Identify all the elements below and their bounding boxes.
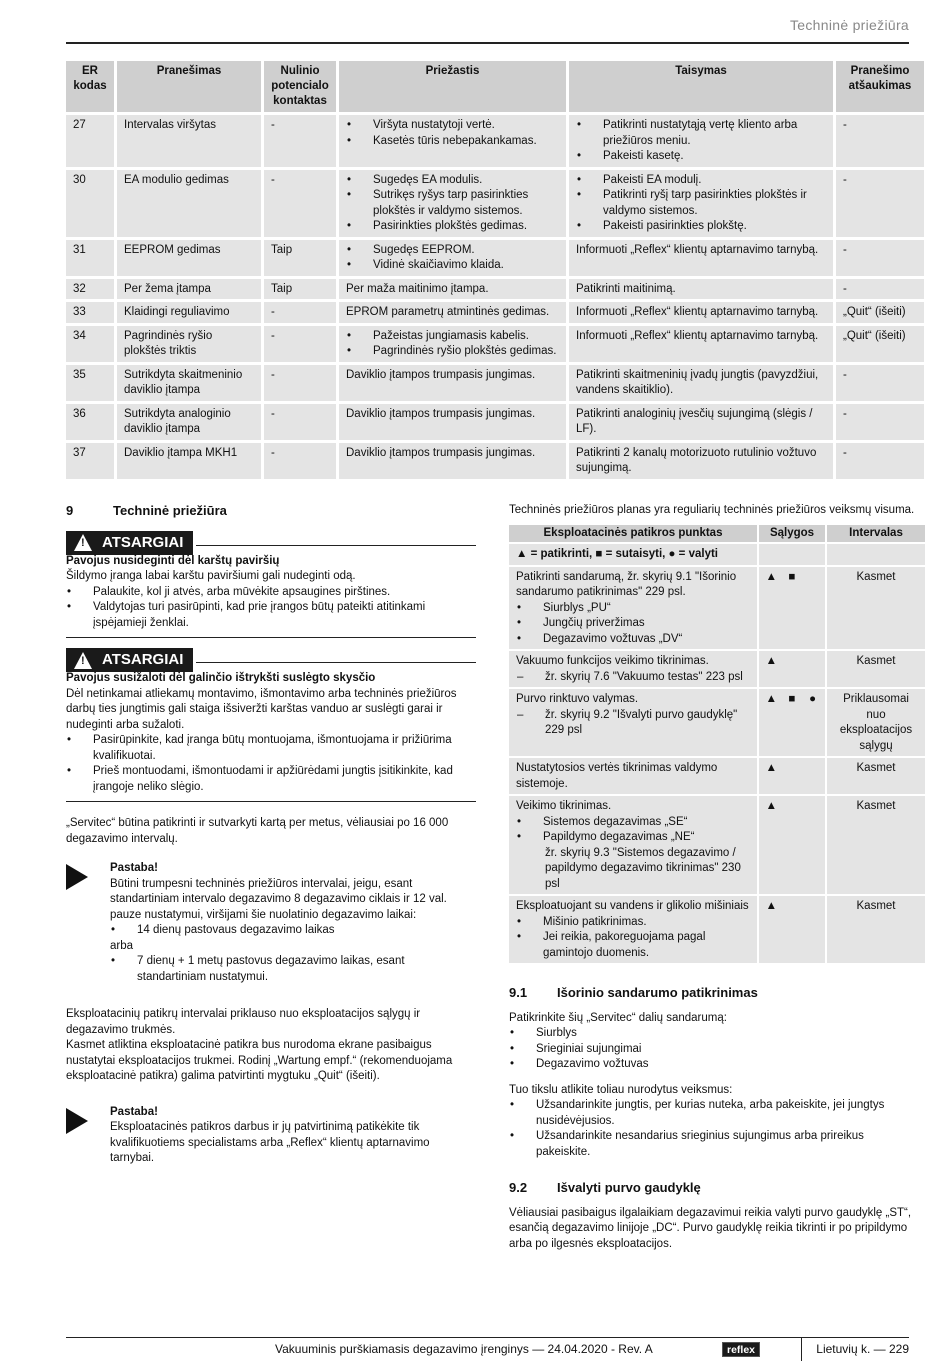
- plan-item-bullet: • Sistemos degazavimas „SE“: [516, 815, 750, 831]
- condition-mark: [783, 761, 801, 777]
- error-cause-bullet: • Sugedęs EEPROM.: [346, 243, 559, 259]
- plan-col-item: Eksploatacinės patikros punktas: [509, 525, 757, 543]
- page-footer: [66, 1342, 909, 1358]
- error-fix: Informuoti „Reflex“ klientų aptarnavimo tarnybą.: [569, 240, 833, 276]
- potential-free-contact: -: [264, 326, 336, 362]
- table-row: [66, 365, 924, 401]
- error-acknowledge: -: [836, 404, 924, 440]
- plan-item-bullet: • Jei reikia, pakoreguojama pagal gamintojo duomenis.: [516, 930, 750, 961]
- condition-mark: ▲: [765, 900, 778, 912]
- potential-free-contact: -: [264, 170, 336, 237]
- plan-intro: Techninės priežiūros planas yra reguliarių techninės priežiūros veiksmų visuma.: [509, 504, 915, 516]
- error-message: Sutrikdyta analoginio daviklio įtampa: [117, 404, 261, 440]
- warning-triangle-icon: [74, 534, 92, 551]
- plan-interval: Kasmet: [827, 896, 925, 963]
- error-cause: [339, 170, 566, 237]
- condition-mark: [804, 761, 822, 777]
- error-fix-bullet: • Pakeisti kasetę.: [576, 149, 826, 165]
- plan-item-bullet: • Degazavimo vožtuvas „DV“: [516, 632, 750, 648]
- warning-pressurized-fluid: [66, 648, 476, 802]
- error-cause: EPROM parametrų atmintinės gedimas.: [339, 302, 566, 323]
- error-cause-bullet: • Vidinė skaičiavimo klaida.: [346, 258, 559, 274]
- warning-rule: [196, 545, 476, 546]
- plan-row: [509, 689, 925, 756]
- plan-conditions: [759, 896, 825, 963]
- error-fix: Patikrinti 2 kanalų motorizuoto rutulinio vožtuvo sujungimą.: [569, 443, 833, 479]
- error-cause: [339, 115, 566, 167]
- table-row: [66, 240, 924, 276]
- paragraph: Vėliausiai pasibaigus ilgalaikiam degazavimui reikia valyti purvo gaudyklę „ST“, esančią degazavimo linijoje „DC“. Purvo gaudyklę reikia tikrinti ir po pripildymo arba po ilgesnės eksploatacijos.: [509, 1206, 912, 1250]
- plan-item-text: Nustatytosios vertės tikrinimas valdymo sistemoje.: [516, 762, 718, 790]
- section-9-heading: [66, 503, 476, 519]
- error-cause-bullet: • Kasetės tūris nebepakankamas.: [346, 134, 559, 150]
- condition-mark: ▲: [765, 762, 778, 774]
- potential-free-contact: -: [264, 302, 336, 323]
- caution-badge: [66, 648, 193, 672]
- error-fix-bullet: • Patikrinti ryšį tarp pasirinkties plokštės ir valdymo sistemos.: [576, 188, 826, 219]
- condition-mark: ■: [788, 570, 796, 583]
- error-message: Intervalas viršytas: [117, 115, 261, 167]
- error-acknowledge: „Quit“ (išeiti): [836, 302, 924, 323]
- potential-free-contact: -: [264, 404, 336, 440]
- potential-free-contact: -: [264, 443, 336, 479]
- error-fix: Informuoti „Reflex“ klientų aptarnavimo tarnybą.: [569, 302, 833, 323]
- table-row: [66, 302, 924, 323]
- plan-row: [509, 896, 925, 963]
- plan-item: [509, 689, 757, 756]
- error-code: 31: [66, 240, 114, 276]
- error-message: Sutrikdyta skaitmeninio daviklio įtampa: [117, 365, 261, 401]
- warning-bullet: • Prieš montuodami, išmontuodami ir apžiūrėdami jungtis įsitikinkite, kad įrangoje neliko slėgio.: [66, 764, 476, 795]
- plan-conditions: [759, 689, 825, 756]
- error-fix-bullet: • Patikrinti nustatytąją vertę kliento arba priežiūros meniu.: [576, 118, 826, 149]
- plan-item: [509, 651, 757, 687]
- error-message: Pagrindinės ryšio plokštės triktis: [117, 326, 261, 362]
- condition-mark: ▲: [765, 693, 778, 705]
- error-cause: Daviklio įtampos trumpasis jungimas.: [339, 404, 566, 440]
- plan-row: [509, 796, 925, 894]
- note-block: [66, 1105, 476, 1167]
- error-code: 37: [66, 443, 114, 479]
- error-cause: Daviklio įtampos trumpasis jungimas.: [339, 365, 566, 401]
- col-fix: Taisymas: [569, 61, 833, 112]
- error-acknowledge: -: [836, 115, 924, 167]
- note-title: Pastaba!: [110, 862, 158, 874]
- error-cause-bullet: • Sugedęs EA modulis.: [346, 173, 559, 189]
- col-message: Pranešimas: [117, 61, 261, 112]
- subsection-title: Išvalyti purvo gaudyklę: [557, 1180, 701, 1195]
- error-fix: Patikrinti skaitmeninių įvadų jungtis (pavyzdžiui, vandens skaitiklio).: [569, 365, 833, 401]
- paragraph: Eksploatacinių patikrų intervalai priklauso nuo eksploatacijos sąlygų ir degazavimo trukmės.: [66, 1008, 421, 1036]
- plan-item-reference: – žr. skyrių 7.6 "Vakuumo testas" 223 psl: [516, 670, 750, 686]
- caution-badge: [66, 531, 193, 555]
- error-code: 36: [66, 404, 114, 440]
- potential-free-contact: -: [264, 115, 336, 167]
- warning-bullet: • Pasirūpinkite, kad įranga būtų montuojama, išmontuojama ir prižiūrima kvalifikuotai.: [66, 733, 476, 764]
- error-fix-bullet: • Pakeisti pasirinkties plokštę.: [576, 219, 826, 235]
- plan-conditions: [759, 651, 825, 687]
- plan-interval: Kasmet: [827, 651, 925, 687]
- plan-item-text: Patikrinti sandarumą, žr. skyrių 9.1 "Išorinio sandarumo patikrinimas" 229 psl.: [516, 570, 737, 598]
- note-arrow-icon: [66, 1108, 88, 1134]
- error-cause-bullet: • Viršyta nustatytoji vertė.: [346, 118, 559, 134]
- warning-title: Pavojus susižaloti dėl galinčio ištrykšti suslėgto skysčio: [66, 672, 376, 684]
- list-item: • Srieginiai sujungimai: [509, 1042, 918, 1058]
- warning-text: Šildymo įranga labai karštu paviršiumi gali nudeginti odą.: [66, 570, 356, 582]
- reflex-logo: reflex: [722, 1342, 760, 1357]
- plan-col-interval: Intervalas: [827, 525, 925, 543]
- plan-item: [509, 896, 757, 963]
- plan-item-bullet: • Mišinio patikrinimas.: [516, 915, 750, 931]
- note-text: Būtini trumpesni techninės priežiūros intervalai, jeigu, esant standartiniam intervalo degazavimo 8 degazavimo ciklais ir 12 val. pauze nustatymui, viršijami šie nuolatinio degazavimo laikai:: [110, 877, 447, 921]
- error-message: Daviklio įtampa MKH1: [117, 443, 261, 479]
- condition-mark: [804, 570, 822, 586]
- footer-rule: [66, 1337, 909, 1338]
- plan-item: [509, 796, 757, 894]
- table-row: [66, 443, 924, 479]
- plan-interval: Kasmet: [827, 567, 925, 650]
- error-cause: Daviklio įtampos trumpasis jungimas.: [339, 443, 566, 479]
- left-column: [66, 503, 476, 1179]
- error-fix: [569, 115, 833, 167]
- condition-mark: ▲: [765, 655, 778, 667]
- col-cause: Priežastis: [339, 61, 566, 112]
- error-table-header: [66, 61, 924, 112]
- potential-free-contact: -: [264, 365, 336, 401]
- plan-item-bullet: • Jungčių priveržimas: [516, 616, 750, 632]
- maintenance-plan-table: [507, 523, 927, 966]
- plan-item-text: Eksploatuojant su vandens ir glikolio mišiniais: [516, 900, 749, 912]
- condition-mark: ●: [809, 693, 817, 705]
- error-fix: [569, 170, 833, 237]
- condition-mark: [783, 799, 801, 815]
- note-text: Eksploatacinės patikros darbus ir jų patvirtinimą patikėkite tik kvalifikuotiems specialistams arba „Reflex“ klientų aptarnavimo tarnybai.: [110, 1121, 430, 1164]
- note-arrow-icon: [66, 864, 88, 890]
- list-item: • Užsandarinkite nesandarius srieginius sujungimus arba prireikus pakeiskite.: [509, 1129, 918, 1160]
- footer-page-number: Lietuvių k. — 229: [816, 1342, 909, 1356]
- error-code: 33: [66, 302, 114, 323]
- error-message: EEPROM gedimas: [117, 240, 261, 276]
- error-message: Per žema įtampa: [117, 279, 261, 300]
- error-fix: Informuoti „Reflex“ klientų aptarnavimo tarnybą.: [569, 326, 833, 362]
- list-item: • Siurblys: [509, 1026, 918, 1042]
- col-contact: Nulinio potencialo kontaktas: [264, 61, 336, 112]
- plan-item-text: Purvo rinktuvo valymas.: [516, 693, 639, 705]
- col-ack: Pranešimo atšaukimas: [836, 61, 924, 112]
- condition-mark: ▲: [765, 570, 778, 583]
- plan-interval: Priklausomai nuo eksploatacijos sąlygų: [827, 689, 925, 756]
- condition-mark: [804, 899, 822, 915]
- paragraph: Patikrinkite šių „Servitec“ dalių sandarumą:: [509, 1011, 727, 1024]
- table-row: [66, 404, 924, 440]
- error-fix: Patikrinti maitinimą.: [569, 279, 833, 300]
- page-header-title: Techninė priežiūra: [789, 17, 909, 33]
- warning-text: Dėl netinkamai atliekamų montavimo, išmontavimo arba techninės priežiūros darbų ties jungtimis gali staiga išsiveržti karštas vanduo ar suslėgti garai ir nudeginti arba sužaloti.: [66, 687, 457, 731]
- warning-title: Pavojus nusideginti dėl karštų paviršių: [66, 554, 280, 567]
- plan-conditions: [759, 567, 825, 650]
- table-row: [66, 115, 924, 167]
- subsection-number: 9.2: [509, 1180, 528, 1195]
- error-cause-bullet: • Pagrindinės ryšio plokštės gedimas.: [346, 344, 559, 360]
- error-acknowledge: „Quit“ (išeiti): [836, 326, 924, 362]
- error-code: 34: [66, 326, 114, 362]
- error-cause: Per maža maitinimo įtampa.: [339, 279, 566, 300]
- table-row: [66, 326, 924, 362]
- error-acknowledge: -: [836, 240, 924, 276]
- note-title: Pastaba!: [110, 1105, 158, 1118]
- potential-free-contact: Taip: [264, 279, 336, 300]
- error-cause: [339, 240, 566, 276]
- subsection-title: Išorinio sandarumo patikrinimas: [557, 985, 758, 1000]
- potential-free-contact: Taip: [264, 240, 336, 276]
- plan-item-reference: žr. skyrių 9.3 "Sistemos degazavimo / papildymo degazavimo tikrinimas" 230 psl: [545, 846, 741, 890]
- condition-mark: ▲: [765, 800, 778, 812]
- error-cause-bullet: • Pažeistas jungiamasis kabelis.: [346, 329, 559, 345]
- error-code: 32: [66, 279, 114, 300]
- note-block: [66, 861, 476, 985]
- caution-label: ATSARGIAI: [102, 651, 184, 669]
- error-code: 35: [66, 365, 114, 401]
- condition-mark: [783, 899, 801, 915]
- footer-document-title: Vakuuminis purškiamasis degazavimo įrenginys — 24.04.2020 - Rev. A: [275, 1342, 653, 1356]
- error-table: [63, 58, 927, 482]
- plan-interval: Kasmet: [827, 758, 925, 794]
- plan-interval: Kasmet: [827, 796, 925, 894]
- col-er-code: ER kodas: [66, 61, 114, 112]
- table-row: [66, 279, 924, 300]
- error-message: EA modulio gedimas: [117, 170, 261, 237]
- plan-item-text: Vakuumo funkcijos veikimo tikrinimas.: [516, 655, 709, 667]
- plan-legend: ▲ = patikrinti, ■ = sutaisyti, ● = valyti: [509, 544, 757, 565]
- condition-mark: [804, 654, 822, 670]
- note-bullet: • 14 dienų pastovaus degazavimo laikas: [110, 923, 476, 939]
- error-acknowledge: -: [836, 279, 924, 300]
- error-cause: [339, 326, 566, 362]
- plan-item-reference: – žr. skyrių 9.2 "Išvalyti purvo gaudyklę" 229 psl: [516, 708, 750, 739]
- plan-item-bullet: • Papildymo degazavimas „NE“: [516, 830, 750, 846]
- caution-label: ATSARGIAI: [102, 533, 184, 551]
- note-bullet: • 7 dienų + 1 metų pastovus degazavimo laikas, esant standartiniam nustatymui.: [110, 954, 476, 985]
- plan-item-bullet: • Siurblys „PU“: [516, 601, 750, 617]
- section-title: Techninė priežiūra: [113, 503, 227, 518]
- warning-bullet: • Valdytojas turi pasirūpinti, kad prie įrangos būtų pateikti atitinkami įspėjamieji ženklai.: [66, 600, 476, 631]
- warning-triangle-icon: [74, 652, 92, 669]
- error-fix-bullet: • Pakeisti EA modulį.: [576, 173, 826, 189]
- plan-col-conditions: Sąlygos: [759, 525, 825, 543]
- error-acknowledge: -: [836, 443, 924, 479]
- plan-row: [509, 567, 925, 650]
- list-item: • Užsandarinkite jungtis, per kurias nuteka, arba pakeiskite, jei jungtys nusidėvėjusios.: [509, 1098, 918, 1129]
- note-or: arba: [110, 939, 134, 952]
- subsection-9-1-heading: [509, 985, 918, 1001]
- table-row: [66, 170, 924, 237]
- error-cause-bullet: • Sutrikęs ryšys tarp pasirinkties plokštės ir valdymo sistemos.: [346, 188, 559, 219]
- plan-conditions: [759, 796, 825, 894]
- error-code: 30: [66, 170, 114, 237]
- error-cause-bullet: • Pasirinkties plokštės gedimas.: [346, 219, 559, 235]
- condition-mark: [783, 654, 801, 670]
- warning-bullet: • Palaukite, kol ji atvės, arba mūvėkite apsaugines pirštines.: [66, 585, 476, 601]
- footer-separator: [801, 1337, 802, 1361]
- plan-item-text: Veikimo tikrinimas.: [516, 800, 612, 812]
- error-message: Klaidingi reguliavimo: [117, 302, 261, 323]
- plan-row: [509, 758, 925, 794]
- plan-legend-row: [509, 544, 925, 565]
- section-number: 9: [66, 503, 74, 518]
- paragraph: „Servitec“ būtina patikrinti ir sutvarkyti kartą per metus, vėliausiai po 16 000 degazavimo intervalų.: [66, 817, 449, 845]
- condition-mark: [804, 799, 822, 815]
- plan-item: [509, 567, 757, 650]
- condition-mark: ■: [788, 693, 796, 705]
- paragraph: Kasmet atliktina eksploatacinė patikra bus nurodoma ekrane pasibaigus nustatytai eksploatacijos trukmei. Rodinį „Wartung empf.“ (rekomenduojama eksploatacinė patikra) galima patvirtinti mygtuku „Quit“ (išeiti).: [66, 1039, 453, 1082]
- warning-hot-surface: [66, 531, 476, 639]
- plan-item: [509, 758, 757, 794]
- error-fix: Patikrinti analoginių įvesčių sujungimą (slėgis / LF).: [569, 404, 833, 440]
- subsection-number: 9.1: [509, 985, 528, 1000]
- plan-conditions: [759, 758, 825, 794]
- error-acknowledge: -: [836, 170, 924, 237]
- list-item: • Degazavimo vožtuvas: [509, 1057, 918, 1073]
- paragraph: Tuo tikslu atlikite toliau nurodytus veiksmus:: [509, 1083, 733, 1096]
- error-code: 27: [66, 115, 114, 167]
- header-rule: [66, 42, 909, 44]
- subsection-9-2-heading: [509, 1180, 918, 1196]
- plan-row: [509, 651, 925, 687]
- warning-rule: [196, 662, 476, 663]
- right-column: [509, 503, 918, 1252]
- error-acknowledge: -: [836, 365, 924, 401]
